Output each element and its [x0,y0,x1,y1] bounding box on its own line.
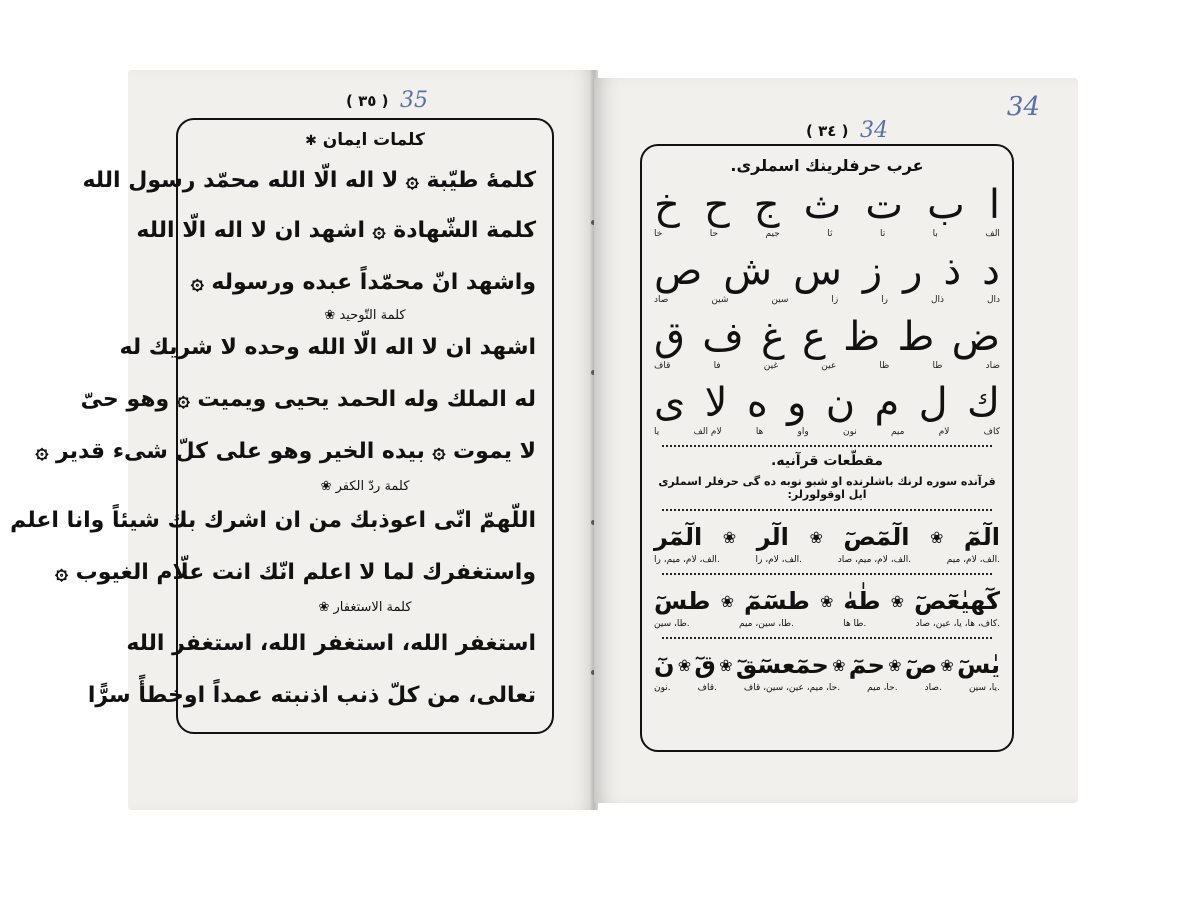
letter-name-row [654,295,1000,305]
muqattaat-glyph-row [654,651,1000,679]
letter-name: واو [797,427,809,437]
letter-glyph: ت [865,182,904,228]
muqattaat-name: يا، سين. [968,683,1000,693]
letter-name: كاف [983,427,1000,437]
right-page-number: ( ٣٤ ) [806,122,849,140]
dotted-divider [662,509,992,511]
muqattaat-letters: طسٓمٓ [744,587,810,615]
letter-name: ضاد [985,361,1000,371]
flower-icon: ❀ [720,591,734,611]
muqattaat-name: طا، سين، ميم. [738,619,794,629]
letter-glyph: ص [654,248,703,294]
alphabet-row [654,248,1000,305]
letter-name: صاد [654,295,669,305]
alphabet-table [654,182,1000,437]
muqattaat-row [654,523,1000,565]
left-handwritten-page-number: 35 [400,88,428,113]
muqattaat-letters: قٓ [694,651,716,679]
letter-name-row [654,361,1000,371]
muqattaat-name: طا ها. [843,619,867,629]
letter-glyph: م [874,380,900,426]
letter-glyph: د [982,248,1000,294]
alphabet-row [654,182,1000,239]
letter-glyph: ف [702,314,744,360]
flower-icon: ❀ [722,527,737,547]
muqattaat-name: حا، ميم. [867,683,898,693]
letter-name: حا [709,229,719,239]
muqattaat-name: طا، سين. [654,619,690,629]
letter-glyph: و [787,380,807,426]
text-line-8: واستغفرك لما لا اعلم انّك انت علّام الغيوب ۞ [55,560,536,585]
letter-glyph: ب [927,182,965,228]
muqattaat-title: مقطّعات قرآنيه. [771,453,883,469]
letter-name: الف [985,229,1000,239]
flower-icon: ❀ [888,655,902,675]
text-line-9: استغفر الله، استغفر الله، استغفر الله [126,631,536,656]
letter-name: نون [842,427,857,437]
muqattaat-name: الف، لام، را. [755,555,803,565]
letter-glyph: ر [903,248,923,294]
flower-icon: ❀ [719,655,733,675]
tawhid-heading-text: كلمة التّوحيد [339,308,406,323]
letter-glyph: ى [654,380,686,426]
letter-name: جيم [765,229,780,239]
flower-icon: ❀ [819,591,834,611]
flower-icon: ❀ [320,479,332,494]
letter-glyph: ه [746,380,768,426]
letter-glyph: غ [760,314,785,360]
muqattaat-letters: الٓمٓ [963,523,1000,551]
muqattaat-name-row [654,619,1000,629]
corner-handwritten-number: 34 [1006,92,1040,122]
letter-glyph: ح [703,182,730,228]
letter-glyph: س [793,248,842,294]
letter-glyph: ض [951,314,1000,360]
istighfar-heading [194,600,536,615]
text-line-2: كلمة الشّهادة ۞ اشهد ان لا اله الّا الله [136,218,536,243]
letter-glyph-row [654,380,1000,426]
letter-name: ذال [930,295,945,305]
letter-name: شين [711,295,729,305]
letter-glyph: ظ [843,314,881,360]
alphabet-title: عرب حرفلرينك اسملرى. [730,156,924,175]
letter-name: با [932,229,938,239]
letter-name: لام [938,427,950,437]
letter-name: دال [986,295,1000,305]
letter-name: عين [821,361,837,371]
letter-name: طا [932,361,943,371]
flower-icon: ❀ [832,655,846,675]
text-line-4: اشهد ان لا اله الّا الله وحده لا شريك له [119,335,536,360]
flower-icon: ❀ [809,527,823,547]
left-text-frame [10,118,554,734]
letter-name: ها [755,427,764,437]
left-page [10,70,598,810]
muqattaat-name: كاف، ها، يا، عين، صاد. [915,619,1000,629]
istighfar-heading-text: كلمة الاستغفار [333,600,412,615]
dotted-divider [662,445,992,447]
muqattaat-letters: كٓهيٰعٓصٓ [914,587,1000,615]
muqattaat-letters: نٓ [654,651,675,679]
letter-glyph: ع [802,314,826,360]
letter-name: فا [713,361,721,371]
alphabet-row [654,380,1000,437]
muqattaat-name-row [654,555,1000,565]
letter-name: ميم [890,427,905,437]
right-text-frame [640,144,1014,752]
text-line-6: لا يموت ۞ بيده الخير وهو على كلّ شىء قدير ۞ [35,439,536,464]
letter-glyph: ش [723,248,773,294]
letter-glyph: ق [654,314,686,360]
letter-name-row [654,229,1000,239]
alphabet-row [654,314,1000,371]
flower-icon: ❀ [929,527,944,547]
open-book [10,70,1078,810]
muqattaat-letters: الٓمٓر [654,523,703,551]
muqattaat-letters: طسٓ [654,587,711,615]
muqattaat-name: حا، ميم، عين، سين، قاف. [743,683,841,693]
muqattaat-glyph-row [654,523,1000,551]
letter-name-row [654,427,1000,437]
flower-icon: ❀ [677,655,692,675]
flower-icon: ❀ [324,308,336,323]
muqattaat-letters: يٰسٓ [957,651,1000,679]
letter-glyph: لا [704,380,728,426]
flower-icon: ❀ [318,600,330,615]
tawhid-heading [194,308,536,323]
iman-title-text: كلمات ايمان [322,130,425,150]
letter-glyph: خ [654,182,680,228]
star-icon: ✱ [305,133,317,149]
letter-glyph: ث [803,182,842,228]
letter-glyph: ذ [943,248,962,294]
letter-glyph: ك [967,380,1000,426]
dotted-divider [662,637,992,639]
letter-glyph: ط [897,314,935,360]
muqattaat-name: صاد. [924,683,942,693]
muqattaat-name-row [654,683,1000,693]
muqattaat-name: الف، لام، ميم، را. [654,555,720,565]
muqattaat-letters: الٓمٓصٓ [843,523,910,551]
muqattaat-name: قاف. [697,683,717,693]
letter-glyph: ز [862,248,883,294]
muqattaat-letters: الٓر [756,523,789,551]
muqattaat-table [654,523,1000,693]
flower-icon: ❀ [890,591,905,611]
letter-name: سين [771,295,789,305]
text-line-7: اللّهمّ انّى اعوذبك من ان اشرك بك شيئاً وانا اعلم [10,508,536,533]
letter-glyph-row [654,182,1000,228]
letter-name: غين [763,361,779,371]
letter-glyph: ا [988,182,1000,228]
letter-name: زا [831,295,839,305]
letter-name: ظا [879,361,890,371]
muqattaat-name: نون. [654,683,671,693]
muqattaat-row [654,651,1000,693]
dotted-divider [662,573,992,575]
letter-name: تا [879,229,886,239]
right-page [594,78,1078,803]
letter-glyph: ن [825,380,856,426]
text-line-1: كلمهٔ طيّبة ۞ لا اله الّا الله محمّد رسول الله [82,168,536,193]
letter-glyph: ل [918,380,948,426]
letter-name: ثا [827,229,833,239]
muqattaat-description: قرآنده سوره لرنك باشلرنده او شبو نوبه ده گى حرفلر اسملرى ايل اوقولورلر: [658,475,996,501]
iman-title [194,130,536,150]
letter-glyph-row [654,248,1000,294]
muqattaat-glyph-row [654,587,1000,615]
letter-name: لام الف [693,427,722,437]
letter-name: را [881,295,889,305]
letter-name: قاف [654,361,671,371]
text-line-3: واشهد انّ محمّداً عبده ورسوله ۞ [190,270,536,295]
muqattaat-name: الف، لام، ميم، صاد. [837,555,912,565]
text-line-5: له الملك وله الحمد يحيى ويميت ۞ وهو حىّ [80,387,536,412]
right-handwritten-page-number: 34 [860,118,888,143]
muqattaat-letters: طٰهٰ [843,587,881,615]
radd-heading [194,479,536,494]
letter-glyph-row [654,314,1000,360]
letter-name: يا [654,427,660,437]
muqattaat-letters: حمٓعسٓقٓ [735,651,829,679]
muqattaat-row [654,587,1000,629]
left-page-number: ( ٣٥ ) [346,92,389,110]
letter-glyph: ج [753,182,780,228]
text-line-10: تعالى، من كلّ ذنب اذنبته عمداً اوخطأً سرًّا [87,683,536,708]
muqattaat-name: الف، لام، ميم. [946,555,1000,565]
flower-icon: ❀ [940,655,954,675]
muqattaat-letters: صٓ [904,651,938,679]
muqattaat-letters: حمٓ [848,651,885,679]
radd-heading-text: كلمة ردّ الكفر [335,479,410,494]
letter-name: خا [654,229,663,239]
